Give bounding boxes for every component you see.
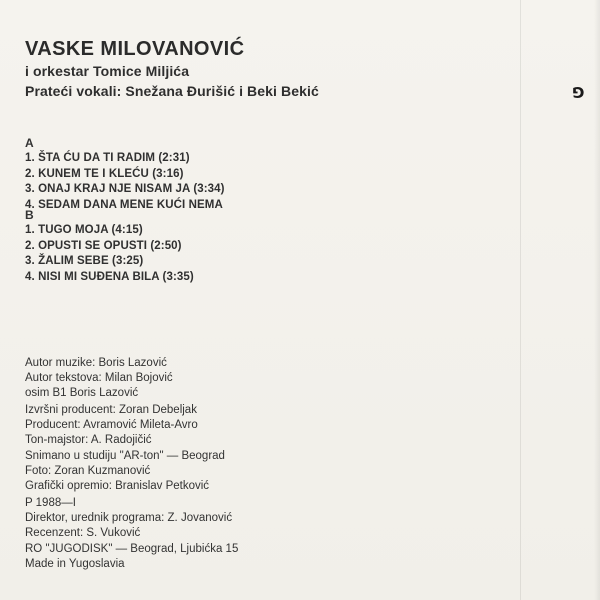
label-credits (25, 496, 238, 572)
fold-line (520, 0, 521, 600)
corner-mark: G (572, 83, 585, 101)
credit-line: Autor tekstova: Milan Bojović (25, 372, 173, 385)
track-b1: 1. TUGO MOJA (4:15) (25, 224, 143, 236)
side-b-tracklist (25, 208, 194, 285)
orchestra-line: i orkestar Tomice Miljića (25, 63, 190, 79)
credit-line: P 1988—I (25, 497, 76, 509)
credit-line: Foto: Zoran Kuzmanović (25, 464, 151, 477)
track-a3: 3. ONAJ KRAJ NJE NISAM JA (3:34) (25, 183, 225, 195)
credit-line: Producent: Avramović Mileta-Avro (25, 419, 198, 432)
side-a-label: A (25, 136, 34, 150)
credit-line: Direktor, urednik programa: Z. Jovanović (25, 512, 233, 525)
artist-title: VASKE MILOVANOVIĆ (25, 38, 245, 60)
credit-line: Grafički opremio: Branislav Petković (25, 479, 210, 492)
author-credits (25, 356, 173, 402)
track-b2: 2. OPUSTI SE OPUSTI (2:50) (25, 239, 182, 252)
credit-line: Recenzent: S. Vuković (25, 527, 141, 540)
side-b-label: B (25, 208, 34, 222)
side-a-tracklist (25, 136, 225, 213)
credit-line: osim B1 Boris Lazović (25, 387, 139, 400)
credit-line: Snimano u studiju "AR-ton" — Beograd (25, 449, 225, 462)
track-b3: 3. ŽALIM SEBE (3:25) (25, 255, 144, 267)
track-a4: 4. SEDAM DANA MENE KUĆI NEMA (25, 198, 223, 211)
track-b4: 4. NISI MI SUĐENA BILA (3:35) (25, 270, 194, 283)
backing-vocals-line: Prateći vokali: Snežana Đurišić i Beki Bekić (25, 83, 319, 99)
credit-line: RO "JUGODISK" — Beograd, Ljubićka 15 (25, 542, 239, 555)
credit-line: Izvršni producent: Zoran Debeljak (25, 404, 197, 416)
track-a1: 1. ŠTA ĆU DA TI RADIM (2:31) (25, 152, 190, 164)
production-credits (25, 403, 225, 494)
card-edge-shadow (594, 0, 600, 600)
credit-line: Ton-majstor: A. Radojičić (25, 434, 152, 447)
credit-line: Made in Yugoslavia (25, 557, 125, 570)
track-a2: 2. KUNEM TE I KLEĆU (3:16) (25, 167, 184, 180)
credit-line: Autor muzike: Boris Lazović (25, 357, 167, 369)
